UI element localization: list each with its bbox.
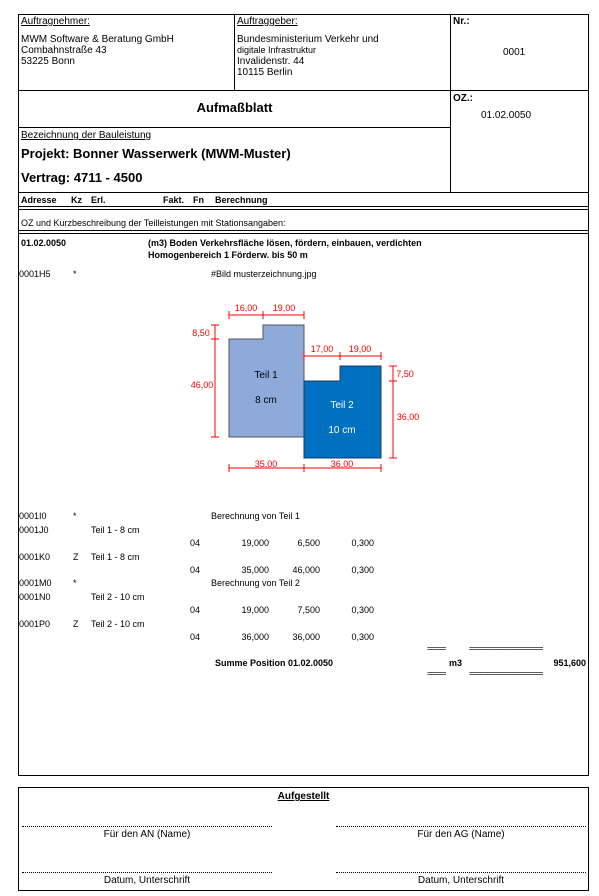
calc-fn: 04 (190, 538, 201, 548)
signature-line-ag (336, 826, 586, 827)
col-berechnung: Berechnung (215, 195, 268, 205)
summe-label: Summe Position 01.02.0050 (215, 658, 334, 668)
auftraggeber-line: Invalidenstr. 44 (237, 56, 305, 67)
calc-value: 36,000 (292, 632, 320, 642)
col-fn: Fn (193, 195, 204, 205)
calc-label: Teil 1 - 8 cm (91, 552, 140, 562)
dim-label: 7,50 (396, 369, 414, 379)
calc-label: Teil 1 - 8 cm (91, 525, 140, 535)
calc-value: 19,000 (241, 605, 269, 615)
calc-value: 0,300 (351, 565, 374, 575)
calc-kz: * (73, 511, 77, 521)
an-name-label: Für den AN (Name) (103, 829, 191, 840)
auftragnehmer-line: 53225 Bonn (21, 56, 75, 67)
calc-value: 7,500 (297, 605, 320, 615)
calc-fn: 04 (190, 565, 201, 575)
sum-rule-long: ==================== (469, 644, 543, 653)
calc-adresse: 0001I0 (19, 511, 47, 521)
col-fakt: Fakt. (163, 195, 185, 205)
projekt-title: Projekt: Bonner Wasserwerk (MWM-Muster) (21, 146, 291, 161)
teil1-thickness: 8 cm (255, 395, 277, 406)
nr-label: Nr.: (453, 16, 470, 27)
teil2-label: Teil 2 (330, 400, 354, 411)
auftragnehmer-label: Auftragnehmer: (21, 16, 90, 27)
calc-adresse: 0001K0 (19, 552, 51, 562)
dim-label: 36,00 (330, 459, 354, 469)
calc-value: 0,300 (351, 538, 374, 548)
calc-heading: Berechnung von Teil 2 (211, 578, 300, 588)
vertrag-title: Vertrag: 4711 - 4500 (21, 170, 143, 185)
calc-value: 36,000 (241, 632, 269, 642)
calc-adresse: 0001M0 (19, 578, 52, 588)
calc-value: 35,000 (241, 565, 269, 575)
auftragnehmer-line: Combahnstraße 43 (21, 45, 107, 56)
calc-value: 19,000 (241, 538, 269, 548)
date-line-ag (336, 872, 586, 873)
oz-value: 01.02.0050 (481, 110, 532, 121)
auftragnehmer-line: MWM Software & Beratung GmbH (21, 34, 174, 45)
summe-unit: m3 (449, 658, 463, 668)
summe-value: 951,600 (553, 658, 586, 668)
calc-value: 0,300 (351, 605, 374, 615)
signature-line-an (22, 826, 272, 827)
dim-label: 19,00 (272, 303, 296, 313)
col-erl: Erl. (91, 195, 106, 205)
dim-label: 19,00 (348, 344, 372, 354)
calc-fn: 04 (190, 632, 201, 642)
teil1-shape (229, 325, 304, 437)
an-datum-label: Datum, Unterschrift (103, 875, 191, 886)
calc-value: 46,000 (292, 565, 320, 575)
sum-rule-long: ==================== (469, 669, 543, 678)
teil1-label: Teil 1 (254, 370, 278, 381)
calc-kz: * (73, 578, 77, 588)
sum-rule-short: ===== (427, 644, 446, 653)
col-adresse: Adresse (21, 195, 57, 205)
dim-label: 36,00 (396, 412, 420, 422)
oz-kurzbeschreibung: OZ und Kurzbeschreibung der Teilleistungen mit Stationsangaben: (21, 218, 286, 228)
image-row-text: #Bild musterzeichnung.jpg (211, 269, 317, 279)
auftraggeber-line: digitale Infrastruktur (237, 45, 317, 55)
calc-adresse: 0001J0 (19, 525, 49, 535)
calc-label: Teil 2 - 10 cm (91, 592, 145, 602)
calc-heading: Berechnung von Teil 1 (211, 511, 300, 521)
auftraggeber-line: Bundesministerium Verkehr und (237, 34, 379, 45)
auftraggeber-label: Auftraggeber: (237, 16, 298, 27)
dim-label: 17,00 (310, 344, 334, 354)
calc-adresse: 0001P0 (19, 619, 51, 629)
image-row-adresse: 0001H5 (19, 269, 51, 279)
ag-name-label: Für den AG (Name) (417, 829, 505, 840)
calc-kz: Z (73, 619, 79, 629)
col-kz: Kz (71, 195, 82, 205)
dim-label: 46,00 (190, 380, 214, 390)
auftraggeber-line: 10115 Berlin (237, 67, 293, 78)
date-line-an (22, 872, 272, 873)
calc-fn: 04 (190, 605, 201, 615)
position-desc-2: Homogenbereich 1 Förderw. bis 50 m (148, 250, 308, 260)
dim-label: 16,00 (234, 303, 258, 313)
dim-label: 35,00 (254, 459, 278, 469)
teil2-thickness: 10 cm (328, 425, 356, 436)
bauleistung-label: Bezeichnung der Bauleistung (21, 130, 152, 141)
dim-label: 8,50 (192, 328, 210, 338)
page-title: Aufmaßblatt (196, 100, 273, 115)
calc-kz: Z (73, 552, 79, 562)
calc-label: Teil 2 - 10 cm (91, 619, 145, 629)
calc-value: 0,300 (351, 632, 374, 642)
sum-rule-short: ===== (427, 669, 446, 678)
position-desc-1: (m3) Boden Verkehrsfläche lösen, fördern, einbauen, verdichten (148, 238, 422, 248)
nr-value: 0001 (503, 47, 526, 58)
oz-label: OZ.: (453, 93, 473, 104)
ag-datum-label: Datum, Unterschrift (417, 875, 505, 886)
teil2-shape (304, 366, 381, 458)
calc-value: 6,500 (297, 538, 320, 548)
aufgestellt-label: Aufgestellt (277, 791, 330, 802)
image-row-kz: * (73, 269, 77, 279)
position-oz: 01.02.0050 (21, 238, 67, 248)
calc-adresse: 0001N0 (19, 592, 51, 602)
